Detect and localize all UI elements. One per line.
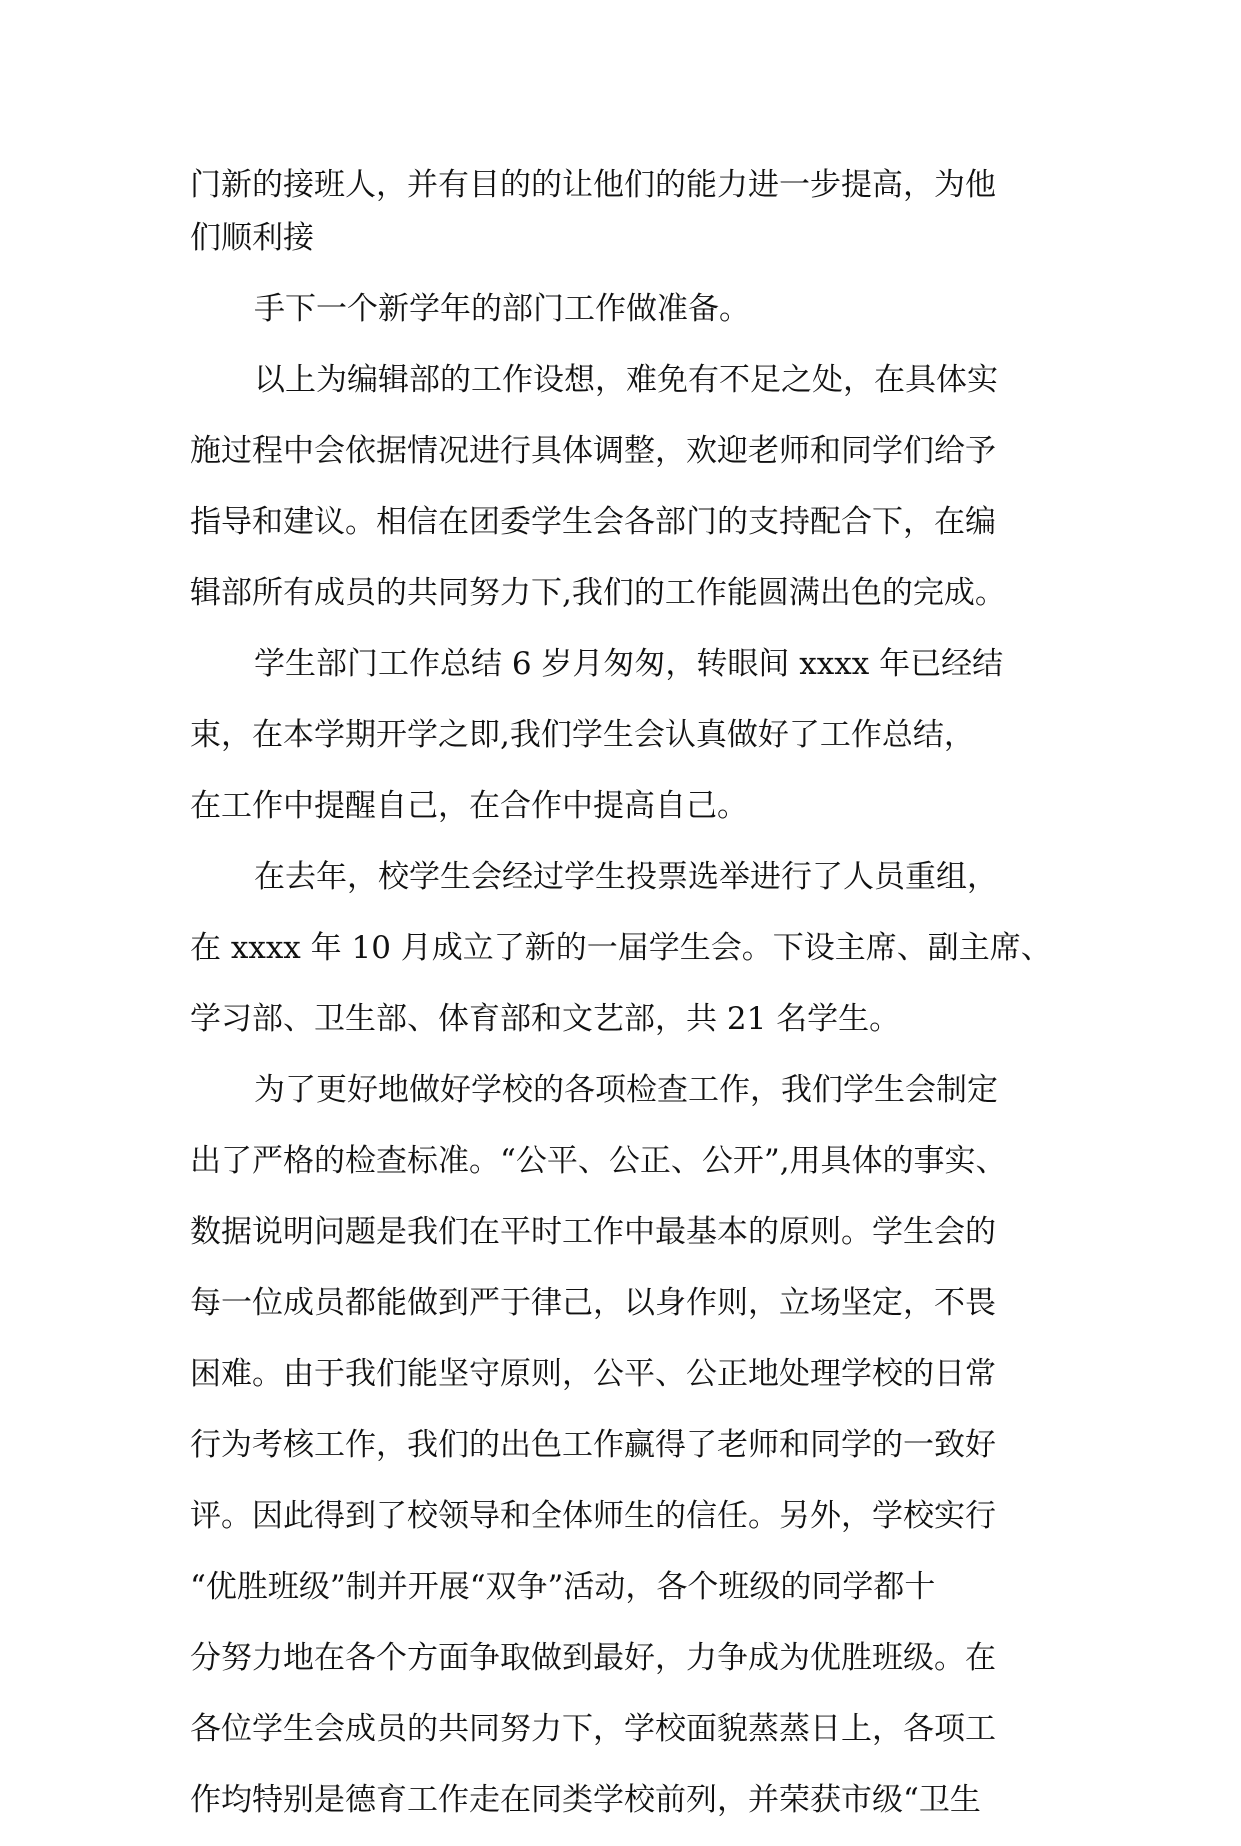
text-line: “优胜班级”制并开展“双争”活动，各个班级的同学都十 <box>190 1569 936 1605</box>
text-line: 数据说明问题是我们在平时工作中最基本的原则。学生会的 <box>190 1214 996 1250</box>
paragraph-first-line: 以上为编辑部的工作设想，难免有不足之处，在具体实 <box>254 362 998 398</box>
paragraph-first-line: 手下一个新学年的部门工作做准备。 <box>254 291 750 327</box>
text-line: 困难。由于我们能坚守原则，公平、公正地处理学校的日常 <box>190 1356 996 1392</box>
text-line: 施过程中会依据情况进行具体调整，欢迎老师和同学们给予 <box>190 433 996 469</box>
text-line: 们顺利接 <box>190 220 314 256</box>
text-line: 辑部所有成员的共同努力下,我们的工作能圆满出色的完成。 <box>190 575 1006 611</box>
paragraph-first-line: 在去年，校学生会经过学生投票选举进行了人员重组， <box>254 859 998 895</box>
text-line: 在 xxxx 年 10 月成立了新的一届学生会。下设主席、副主席、 <box>190 930 1052 966</box>
paragraph-first-line: 学生部门工作总结 6 岁月匆匆，转眼间 xxxx 年已经结 <box>254 646 1004 682</box>
text-line: 出了严格的检查标准。“公平、公正、公开”,用具体的事实、 <box>190 1143 1007 1179</box>
text-line: 在工作中提醒自己，在合作中提高自己。 <box>190 788 748 824</box>
text-line: 束，在本学期开学之即,我们学生会认真做好了工作总结， <box>190 717 975 753</box>
text-line: 分努力地在各个方面争取做到最好，力争成为优胜班级。在 <box>190 1640 996 1676</box>
document-body <box>190 160 1058 1846</box>
text-line: 评。因此得到了校领导和全体师生的信任。另外，学校实行 <box>190 1498 996 1534</box>
text-line: 作均特别是德育工作走在同类学校前列，并荣获市级“卫生 <box>190 1782 981 1818</box>
paragraph-first-line: 为了更好地做好学校的各项检查工作，我们学生会制定 <box>254 1072 998 1108</box>
text-line: 指导和建议。相信在团委学生会各部门的支持配合下，在编 <box>190 504 996 540</box>
text-line: 行为考核工作，我们的出色工作赢得了老师和同学的一致好 <box>190 1427 996 1463</box>
text-line: 门新的接班人，并有目的的让他们的能力进一步提高，为他 <box>190 167 996 203</box>
text-line: 各位学生会成员的共同努力下，学校面貌蒸蒸日上，各项工 <box>190 1711 996 1747</box>
text-line: 学习部、卫生部、体育部和文艺部，共 21 名学生。 <box>190 1001 901 1037</box>
text-line: 每一位成员都能做到严于律己，以身作则，立场坚定，不畏 <box>190 1285 996 1321</box>
